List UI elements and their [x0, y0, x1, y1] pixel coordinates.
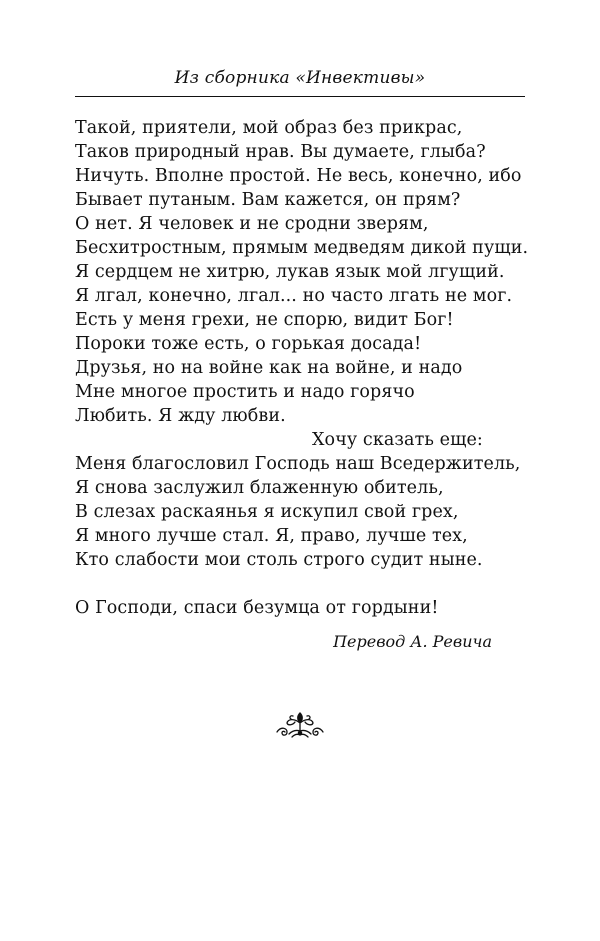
poem-line: Пороки тоже есть, о горькая досада! [75, 334, 422, 354]
poem-line: Есть у меня грехи, не спорю, видит Бог! [75, 310, 454, 330]
poem-line: Меня благословил Господь наш Вседержитель, [75, 454, 521, 474]
poem-line: Я снова заслужил блаженную обитель, [75, 478, 444, 498]
poem-line: Мне многое простить и надо горячо [75, 382, 415, 402]
poem [75, 116, 529, 620]
poem-line: Бывает путаным. Вам кажется, он прям? [75, 190, 461, 210]
poem-line: Любить. Я жду любви. [75, 406, 286, 426]
floral-ornament-icon [273, 710, 327, 740]
poem-line: Кто слабости мои столь строго судит ныне. [75, 550, 483, 570]
poem-line: Таков природный нрав. Вы думаете, глыба? [75, 142, 486, 162]
poem-line: Бесхитростным, прямым медведям дикой пущи. [75, 238, 529, 258]
poem-line: В слезах раскаянья я искупил свой грех, [75, 502, 459, 522]
poem-line: Я лгал, конечно, лгал... но часто лгать не мог. [75, 286, 513, 306]
poem-line-indented: Хочу сказать еще: [312, 430, 483, 450]
poem-line: Я сердцем не хитрю, лукав язык мой лгущий. [75, 262, 505, 282]
running-header: Из сборника «Инвективы» [174, 68, 426, 88]
translator-credit: Перевод А. Ревича [333, 632, 492, 651]
poem-line: О нет. Я человек и не сродни зверям, [75, 214, 429, 234]
poem-line: Я много лучше стал. Я, право, лучше тех, [75, 526, 468, 546]
header-rule [75, 96, 525, 97]
poem-final-line: О Господи, спаси безумца от гордыни! [75, 598, 439, 618]
poem-line: Ничуть. Вполне простой. Не весь, конечно, ибо [75, 166, 522, 186]
poem-line: Друзья, но на войне как на войне, и надо [75, 358, 463, 378]
stanza-gap [75, 572, 525, 596]
poem-line: Такой, приятели, мой образ без прикрас, [75, 118, 463, 138]
